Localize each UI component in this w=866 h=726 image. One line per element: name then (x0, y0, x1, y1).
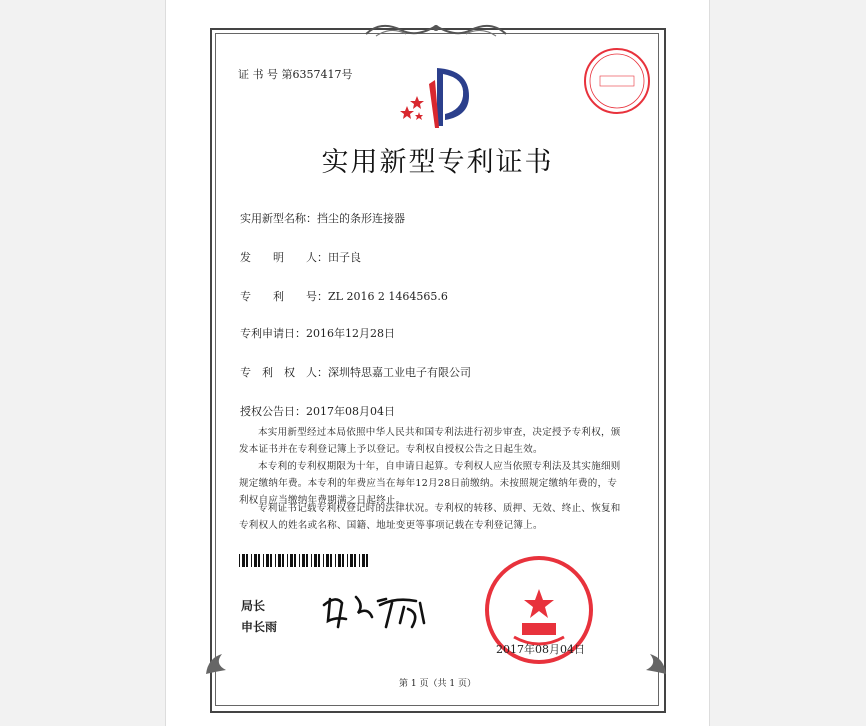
certificate-page (165, 0, 710, 726)
field-utility-name (240, 210, 405, 226)
field-grant-date (240, 403, 395, 419)
paragraph-grant: 本实用新型经过本局依照中华人民共和国专利法进行初步审查，决定授予专利权，颁发本证书并在专利登记簿上予以登记。专利权自授权公告之日起生效。 (239, 427, 621, 455)
page-number: 第 1 页（共 1 页） (399, 679, 476, 689)
corner-ornament-br (632, 640, 668, 676)
field-value: 2016年12月28日 (306, 327, 395, 340)
field-value: 挡尘的条形连接器 (317, 212, 405, 225)
field-value: 田子良 (328, 251, 361, 264)
signature-title: 局长 (241, 599, 266, 613)
handwritten-signature (316, 583, 446, 633)
field-patent-number (240, 288, 448, 304)
paragraph-term: 本专利的专利权期限为十年，自申请日起算。专利权人应当依照专利法及其实施细则规定缴纳年费。本专利的年费应当在每年12月28日前缴纳。未按照规定缴纳年费的，专利权自应当缴纳年费期满之日起终止。 (239, 461, 621, 506)
paragraph-legal-status: 专利证书记载专利权登记时的法律状况。专利权的转移、质押、无效、终止、恢复和专利权人的姓名或名称、国籍、地址变更等事项记载在专利登记簿上。 (239, 503, 621, 531)
field-label: 发 明 人： (240, 251, 328, 264)
field-label: 专 利 号： (240, 290, 328, 303)
signature-name: 申长雨 (241, 620, 278, 634)
certificate-number: 证 书 号 第6357417号 (238, 68, 353, 81)
field-value: 深圳特思嘉工业电子有限公司 (328, 366, 471, 379)
issue-date: 2017年08月04日 (496, 643, 585, 656)
patent-office-logo (399, 64, 473, 132)
field-value: 2017年08月04日 (306, 405, 395, 418)
barcode (239, 554, 371, 567)
field-label: 授权公告日： (240, 405, 306, 418)
field-value: ZL 2016 2 1464565.6 (328, 290, 448, 303)
field-application-date (240, 325, 395, 341)
field-label: 专利申请日： (240, 327, 306, 340)
field-label: 实用新型名称： (240, 212, 317, 225)
agency-seal (582, 46, 652, 116)
page-title: 实用新型专利证书 (321, 147, 554, 178)
field-inventor (240, 249, 361, 265)
field-label: 专 利 权 人： (240, 366, 328, 379)
field-patentee (240, 364, 471, 380)
corner-ornament-bl (204, 640, 240, 676)
scroll-ornament-top (361, 18, 511, 42)
